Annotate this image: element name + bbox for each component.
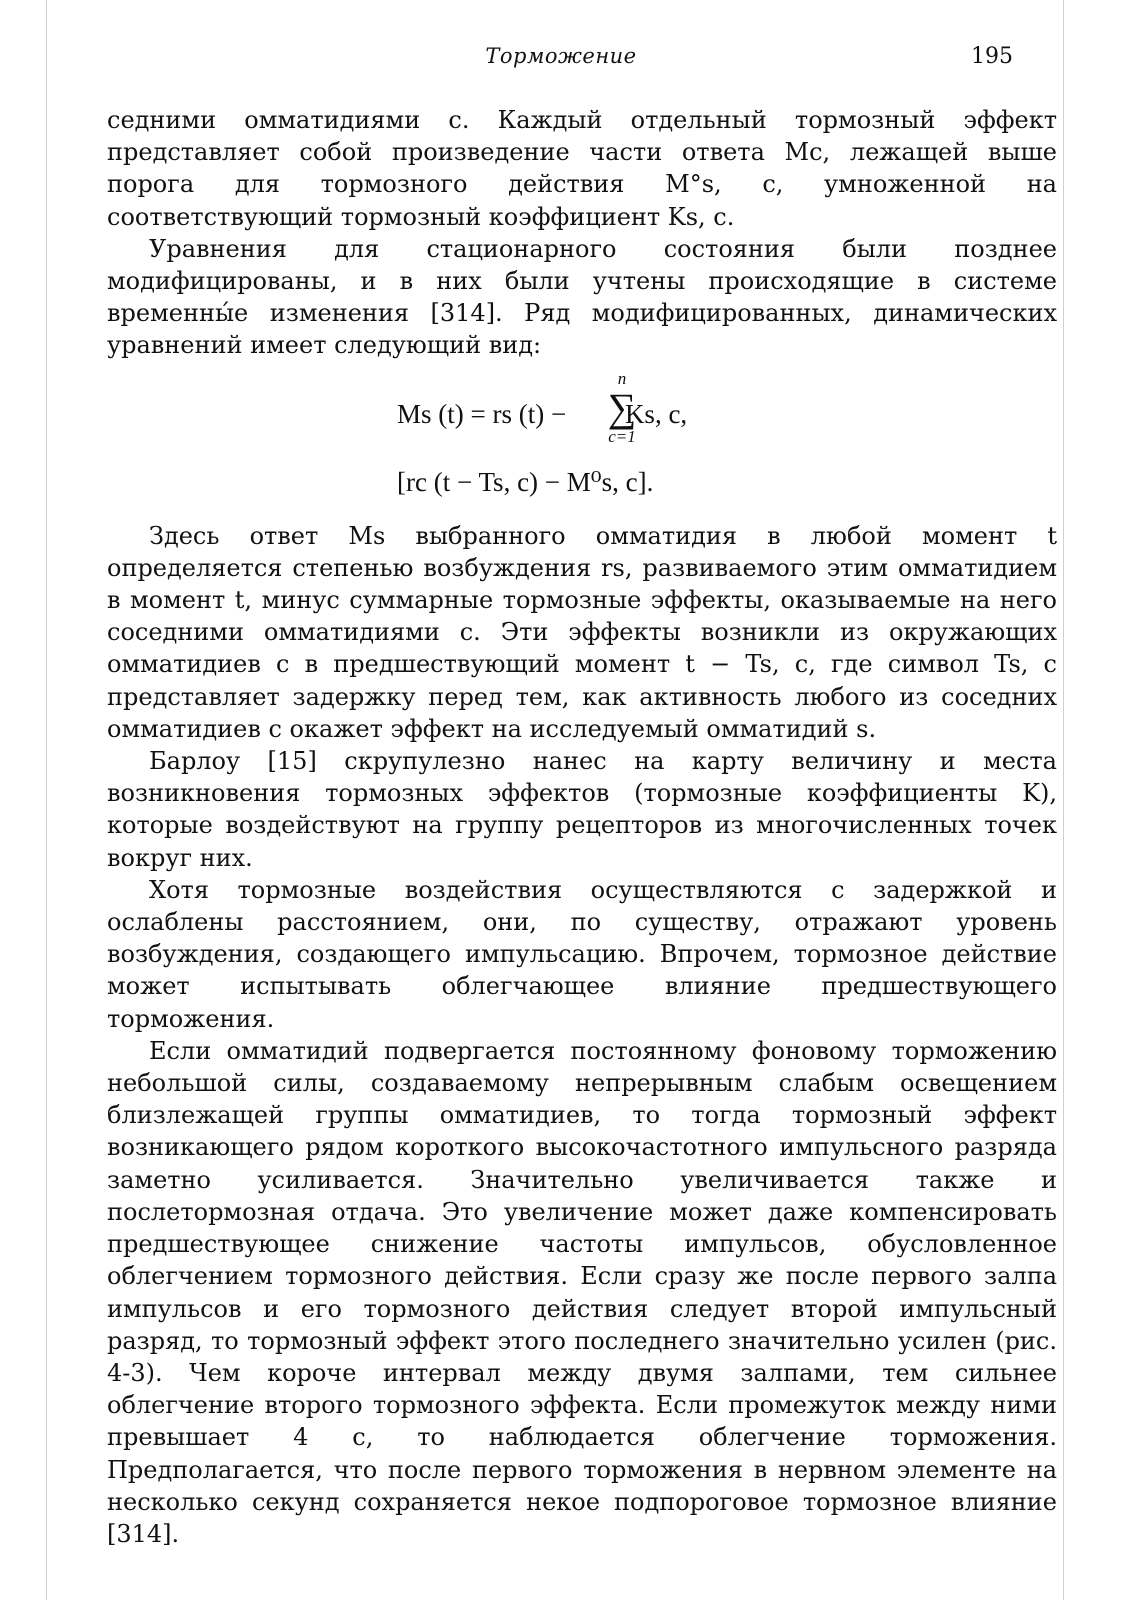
page-body — [107, 104, 1057, 1550]
equation-sum-term: Ks, c, — [624, 398, 688, 429]
summation-lower-limit: c=1 — [608, 426, 636, 446]
equation-lhs: Ms (t) = rs (t) − — [397, 398, 573, 429]
dynamic-equation — [107, 368, 1057, 510]
page-number: 195 — [971, 44, 1013, 69]
paragraph-3: Здесь ответ Ms выбранного омматидия в любой момент t определяется степенью возбуждения rs, развиваемого этим омматидием в момент t, минус суммарные тормозные эффекты, оказываемые на него соседними омматидиями c. Эти эффекты возникли из окружающих омматидиев c в предшествующий момент t − Ts, c, где символ Ts, c представляет задержку перед тем, как активность любого из соседних омматидиев c окажет эффект на исследуемый омматидий s. — [107, 521, 1057, 743]
paragraph-4: Барлоу [15] скрупулезно нанес на карту величину и места возникновения тормозных эффектов (тормозные коэффициенты K), которые воздействуют на группу рецепторов из многочисленных точек вокруг них. — [107, 747, 1057, 872]
summation-sign — [602, 370, 642, 446]
paragraph-1: седними омматидиями c. Каждый отдельный тормозный эффект представляет собой произведение части ответа Mc, лежащей выше порога для тормозного действия M°s, c, умноженной на соответствующий тормозный коэффициент Ks, c. — [107, 106, 1057, 231]
book-page — [46, 0, 1064, 1600]
summation-upper-limit: n — [617, 368, 627, 388]
running-title: Торможение — [485, 44, 637, 68]
paragraph-2: Уравнения для стационарного состояния были позднее модифицированы, и в них были учтены происходящие в системе временны́е изменения [314]. Ряд модифицированных, динамических уравнений имеет следующий вид: — [107, 234, 1057, 360]
equation-line-2: [rc (t − Ts, c) − M⁰s, c]. — [397, 466, 654, 497]
paragraph-6: Если омматидий подвергается постоянному фоновому торможению небольшой силы, создаваемому непрерывным слабым освещением близлежащей группы омматидиев, то тогда тормозный эффект возникающего рядом короткого высокочастотного импульсного разряда заметно усиливается. Значительно увеличивается также и послетормозная отдача. Это увеличение может даже компенсировать предшествующее снижение частоты импульсов, обусловленное облегчением тормозного действия. Если сразу же после первого залпа импульсов и его тормозного действия следует второй импульсный разряд, то тормозный эффект этого последнего значительно усилен (рис. 4-3). Чем короче интервал между двумя залпами, тем сильнее облегчение второго тормозного эффекта. Если промежуток между ними превышает 4 с, то наблюдается облегчение торможения. Предполагается, что после первого торможения в нервном элементе на несколько секунд сохраняется некое подпороговое тормозное влияние [314]. — [107, 1036, 1057, 1548]
paragraph-5: Хотя тормозные воздействия осуществляются с задержкой и ослаблены расстоянием, они, по существу, отражают уровень возбуждения, создающего импульсацию. Впрочем, тормозное действие может испытывать облегчающее влияние предшествующего торможения. — [107, 875, 1057, 1033]
equation-line-1 — [397, 398, 687, 430]
page-header — [109, 44, 1013, 78]
sigma-symbol: ∑ — [607, 384, 637, 430]
